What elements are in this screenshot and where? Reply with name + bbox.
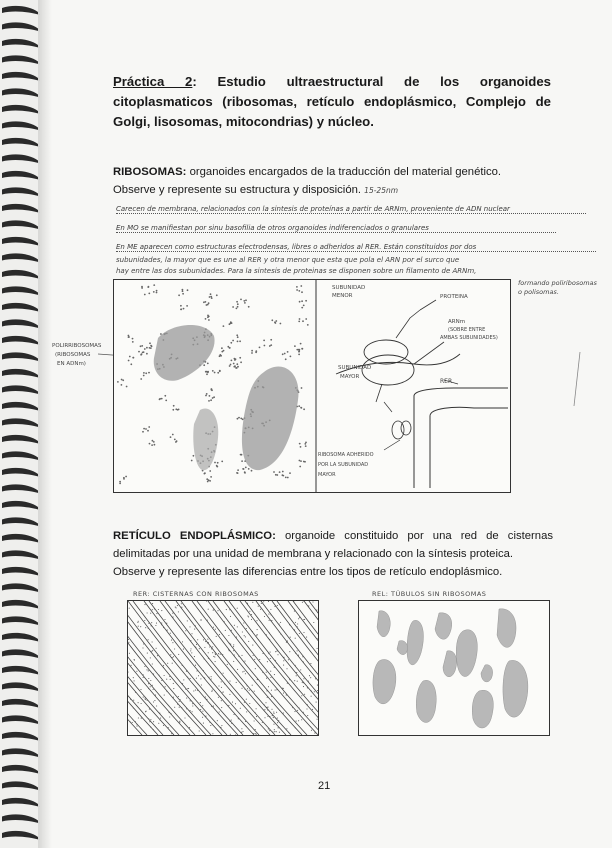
ribosomes-drawing-box <box>113 279 511 493</box>
margin-pencil-mark <box>570 350 584 410</box>
handwritten-note-3: En ME aparecen como estructuras electrodensas, libres o adheridos al RER. Están constituidos por dos <box>116 243 596 252</box>
mitochondrion-shape-3 <box>193 408 218 470</box>
label-attached-ribosome-3: MAYOR <box>318 472 336 478</box>
label-subunit-major-2: MAYOR <box>340 374 360 380</box>
rer-drawing-box <box>127 600 319 736</box>
rer-drawing <box>128 601 318 735</box>
side-note-line-2: o polisomas. <box>518 288 559 296</box>
polyribosome-label-3: EN ADNm) <box>57 361 86 367</box>
handwritten-note-4: subunidades, la mayor que es une al RER y otra menor que esta que pola el ARN por el surco que <box>116 256 460 264</box>
polyribosome-label-2: (RIBOSOMAS <box>55 352 91 358</box>
label-arnm-1: ARNm <box>448 319 466 325</box>
rel-drawing <box>359 601 549 735</box>
page-title <box>113 72 551 132</box>
binding-shadow <box>38 0 52 848</box>
ribosomas-instruction: Observe y represente su estructura y disposición. <box>113 184 362 196</box>
ribosomas-heading: RIBOSOMAS: <box>113 166 187 178</box>
spiral-binding-icon <box>0 0 42 848</box>
reticulo-instruction: Observe y represente las diferencias entre los tipos de retículo endoplásmico. <box>113 566 503 578</box>
ribosomes-drawing <box>114 280 510 492</box>
polyribosome-label-1: POLIRRIBOSOMAS <box>52 343 102 349</box>
title-text: : Estudio ultraestructural de los organoides citoplasmaticos (ribosomas, retículo endoplásmico, Complejo de Golgi, lisosomas, mitocondrias) y núcleo. <box>113 74 551 129</box>
handwritten-note-2: En MO se manifiestan por sinu basofilia de otros organoides indiferenciados o granulares <box>116 224 556 233</box>
label-rer: RER <box>440 378 453 385</box>
label-subunit-minor-2: MENOR <box>332 293 353 299</box>
rel-drawing-box <box>358 600 550 736</box>
label-protein: PROTEINA <box>440 294 468 300</box>
label-subunit-minor-1: SUBUNIDAD <box>332 285 366 291</box>
handwritten-note-1: Carecen de membrana, relacionados con la sintesis de proteínas a partir de ARNm, proveniente de ADN nuclear <box>116 205 586 214</box>
reticulo-definition: organoide constituido por una red de cisternas delimitadas por una unidad de membrana y relacionado con la síntesis proteica. <box>113 530 554 560</box>
ribosomas-paragraph <box>113 163 553 200</box>
mitochondrion-shape-2 <box>242 367 299 471</box>
label-subunit-major-1: SUBUNIDAD <box>338 365 372 371</box>
ribosomas-definition: organoides encargados de la traducción del material genético. <box>189 166 502 178</box>
subunit-small-shape <box>364 340 408 364</box>
reticulo-paragraph <box>113 527 553 581</box>
side-note-line-1: formando poliribosomas <box>518 279 597 287</box>
label-arnm-2: (SOBRE ENTRE <box>448 327 486 333</box>
label-attached-ribosome-1: RIBOSOMA ADHERIDO <box>318 452 374 458</box>
handwritten-note-5: hay entre las dos subunidades. Para la sintesis de proteinas se disponen sobre un filamento de ARNm, <box>116 267 477 275</box>
title-practice-number: Práctica 2 <box>113 74 193 89</box>
label-attached-ribosome-2: POR LA SUBUNIDAD <box>318 462 369 468</box>
reticulo-heading: RETÍCULO ENDOPLÁSMICO: <box>113 530 276 542</box>
rel-caption: REL: TÚBULOS SIN RIBOSOMAS <box>372 590 487 598</box>
label-arnm-3: AMBAS SUBUNIDADES) <box>440 335 498 341</box>
page-number: 21 <box>318 780 331 792</box>
rer-caption: RER: CISTERNAS CON RIBOSOMAS <box>133 590 259 598</box>
ribosomas-size-note: 15-25nm <box>364 186 399 195</box>
